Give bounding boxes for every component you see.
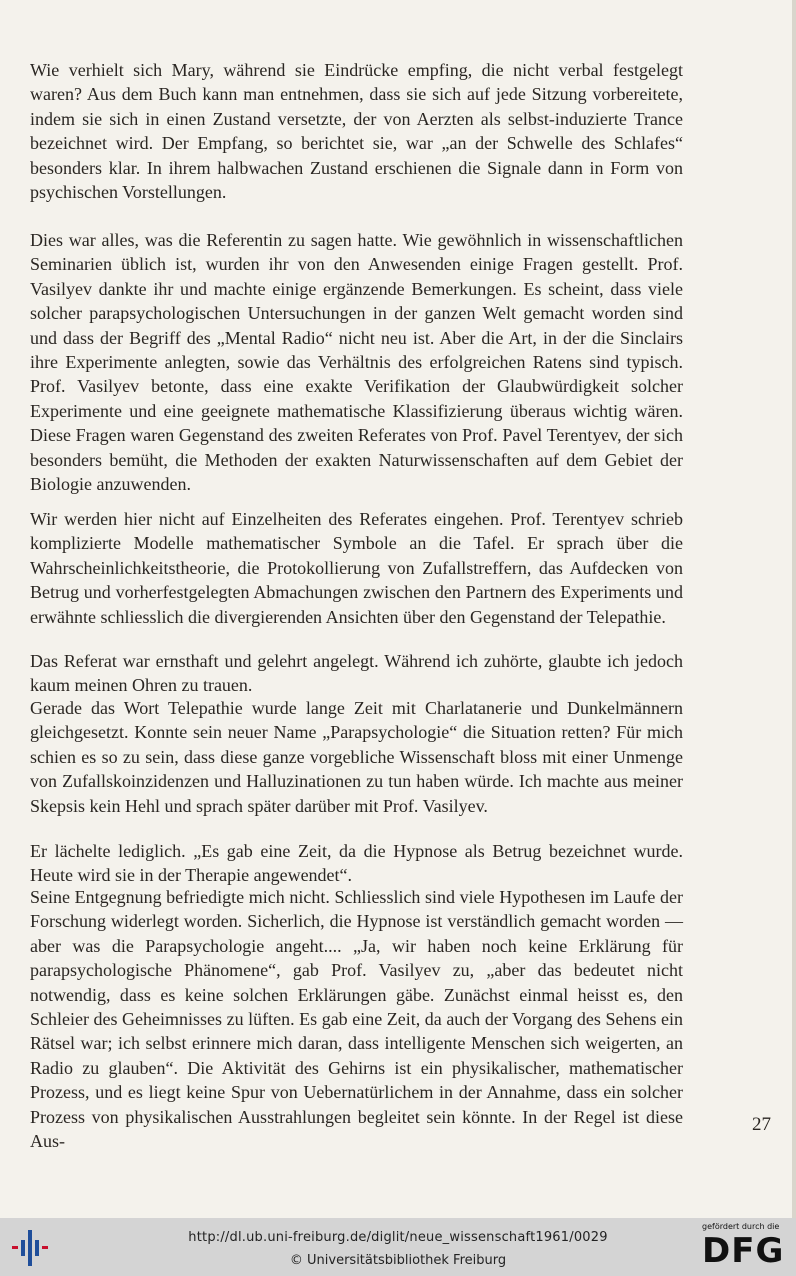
paragraph-5: Gerade das Wort Telepathie wurde lange Zeit mit Charlatanerie und Dunkelmännern gleichgesetzt. Konnte sein neuer Name „Parapsychologie“ die Situation retten? Für mich schien es so zu sein, dass diese ganze vorgebliche Wissenschaft bloss mit einer Unmenge von Zufallskoinzidenzen und Halluzinationen zu tun haben würde. Ich machte aus meiner Skepsis kein Hehl und sprach später darüber mit Prof. Vasilyev. [30, 698, 683, 816]
paragraph-7: Seine Entgegnung befriedigte mich nicht. Schliesslich sind viele Hypothesen im Laufe der Forschung widerlegt worden. Sicherlich, die Hypnose ist verständlich gemacht worden — aber was die Parapsychologie angeht.... „Ja, wir haben noch keine Erklärung für parapsychologische Phänomene“, gab Prof. Vasilyev zu, „aber das bedeutet nicht notwendig, dass es keine solchen Erklärungen gäbe. Zunächst einmal heisst es, den Schleier des Geheimnisses zu lüften. Es gab eine Zeit, da auch der Vorgang des Sehens ein Rätsel war; ich selbst erinnere mich daran, dass intelligente Menschen sich weigerten, an Radio zu glauben“. Die Aktivität des Gehirns ist ein physikalischer, mathematischer Prozess, und es liegt keine Spur von Uebernatürlichem in der Annahme, dass ein solcher Prozess von physikalischen Ausstrahlungen begleitet sein könnte. In der Regel ist diese Aus- [30, 887, 683, 1152]
dfg-logo-text: DFG [702, 1231, 785, 1271]
paragraph-3: Wir werden hier nicht auf Einzelheiten des Referates eingehen. Prof. Terentyev schrieb komplizierte Modelle mathematischer Symbole an die Tafel. Er sprach über die Wahrscheinlichkeitstheorie, die Protokollierung von Zufallstreffern, das Aufdecken von Betrug und vorherfestgelegten Abmachungen zwischen den Partnern des Experiments und erwähnte schliesslich die divergierenden Ansichten über den Gegenstand der Telepathie. [30, 509, 683, 627]
dfg-funder-logo[interactable] [700, 1222, 792, 1274]
paragraph-1: Wie verhielt sich Mary, während sie Eindrücke empfing, die nicht verbal festgelegt waren? Aus dem Buch kann man entnehmen, dass sie sich auf jede Sitzung vorbereitete, indem sie sich in einen Zustand versetzte, der von Aerzten als selbst-induzierte Trance bezeichnet wird. Der Empfang, so berichtet sie, war „an der Schwelle des Schlafes“ besonders klar. In ihrem halbwachen Zustand erschienen die Signale dann in Form von psychischen Vorstellungen. [30, 60, 683, 203]
paragraph-4: Das Referat war ernsthaft und gelehrt angelegt. Während ich zuhörte, glaubte ich jedoch kaum meinen Ohren zu trauen. [30, 651, 683, 696]
paragraph-6: Er lächelte lediglich. „Es gab eine Zeit, da die Hypnose als Betrug bezeichnet wurde. Heute wird sie in der Therapie angewendet“. [30, 841, 683, 886]
paragraph-2: Dies war alles, was die Referentin zu sagen hatte. Wie gewöhnlich in wissenschaftlichen Seminarien üblich ist, wurden ihr von den Anwesenden einige Fragen gestellt. Prof. Vasilyev dankte ihr und machte einige ergänzende Bemerkungen. Es scheint, dass viele solcher parapsychologischen Untersuchungen in der ganzen Welt gemacht worden sind und dass der Begriff des „Mental Radio“ nicht neu ist. Aber die Art, in der die Sinclairs ihre Experimente anlegten, sowie das Verhältnis des erfolgreichen Ratens sind typisch. Prof. Vasilyev betonte, dass eine exakte Verifikation der Glaubwürdigkeit solcher Experimente und eine geeignete mathematische Klassifizierung überaus wichtig wären. Diese Fragen waren Gegenstand des zweiten Referates von Prof. Pavel Terentyev, der sich besonders bemüht, die Methoden der exakten Naturwissenschaften auf dem Gebiet der Biologie anzuwenden. [30, 230, 683, 495]
document-url-link[interactable]: http://dl.ub.uni-freiburg.de/diglit/neue_wissenschaft1961/0029 [188, 1230, 608, 1245]
funder-caption: gefördert durch die [702, 1222, 780, 1231]
copyright-text: © Universitätsbibliothek Freiburg [289, 1253, 507, 1268]
page-number: 27 [752, 1114, 771, 1135]
page-edge [792, 0, 796, 1218]
viewer-footer [0, 1218, 796, 1276]
